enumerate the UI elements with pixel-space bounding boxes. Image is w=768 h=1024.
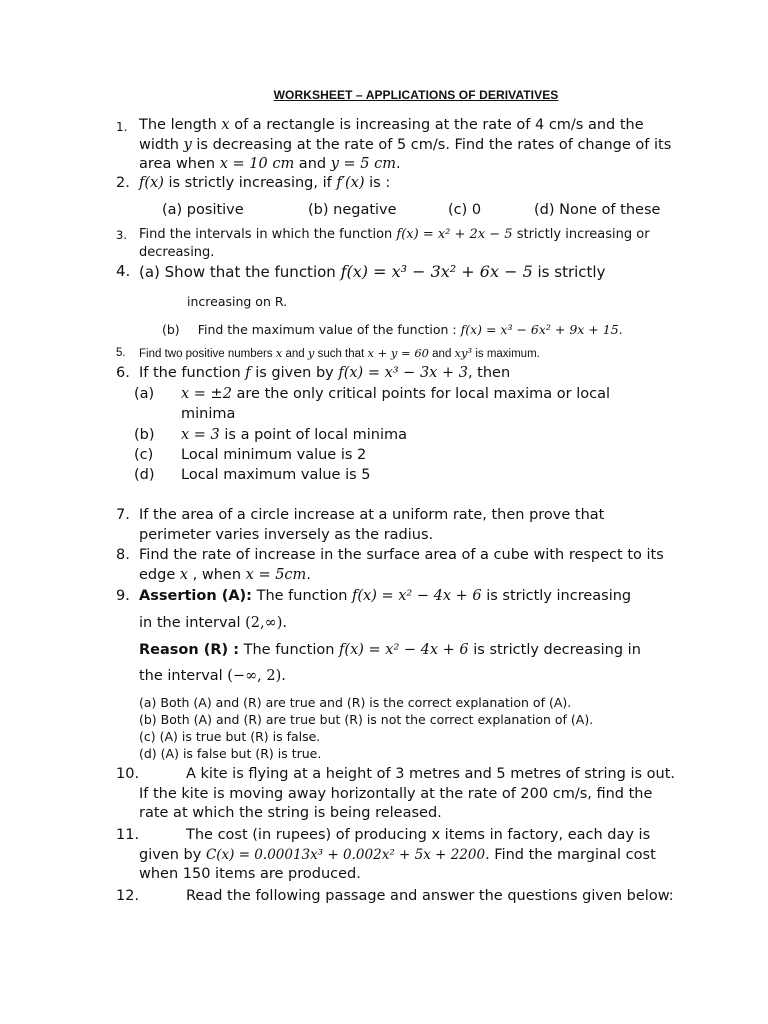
option-d: (d) (A) is false but (R) is true. bbox=[139, 746, 322, 761]
question-text: The cost (in rupees) of producing x items in factory, each day is given by C(x) = 0.00013x³ + 0.002x² + 5x + 2200. Find the marginal cost when 150 items are produced. bbox=[139, 827, 656, 882]
assertion-reason-options bbox=[139, 694, 593, 762]
worksheet-title: WORKSHEET – APPLICATIONS OF DERIVATIVES bbox=[273, 88, 559, 102]
question-text: (a) Show that the function f(x) = x³ − 3x² + 6x − 5 is strictly bbox=[139, 262, 606, 281]
question-number: 1. bbox=[116, 120, 128, 134]
option-b: (b) Both (A) and (R) are true but (R) is not the correct explanation of (A). bbox=[139, 712, 594, 727]
question-text: A kite is flying at a height of 3 metres and 5 metres of string is out. If the kite is moving away horizontally at the rate of 200 cm/s, find the rate at which the string is being released. bbox=[139, 766, 676, 821]
assertion-text: Assertion (A): The function f(x) = x² − 4x + 6 is strictly increasing bbox=[139, 588, 632, 604]
question-number: 12. bbox=[116, 888, 140, 904]
question-number: 7. bbox=[116, 507, 130, 523]
question-4 bbox=[116, 262, 676, 283]
question-6 bbox=[116, 364, 676, 384]
option-b: (b) negative bbox=[308, 202, 397, 218]
question-11 bbox=[116, 826, 686, 885]
option-c: (c) (A) is true but (R) is false. bbox=[139, 729, 321, 744]
question-text: Find the intervals in which the function f(x) = x² + 2x − 5 strictly increasing or decreasing. bbox=[139, 227, 650, 260]
reason-line-2: the interval (−∞, 2). bbox=[139, 668, 286, 684]
question-text: The length x of a rectangle is increasing at the rate of 4 cm/s and the width y is decreasing at the rate of 5 cm/s. Find the rates of change of its area when x = 10 cm and y = 5 cm. bbox=[139, 117, 672, 172]
question-text: f(x) is strictly increasing, if f′(x) is : bbox=[139, 175, 391, 191]
question-12 bbox=[116, 887, 686, 907]
question-number: 2. bbox=[116, 175, 130, 191]
question-10 bbox=[116, 765, 686, 824]
question-number: 8. bbox=[116, 547, 130, 563]
option-d: (d) None of these bbox=[534, 202, 661, 218]
assertion-line-2: in the interval (2,∞). bbox=[139, 615, 287, 631]
question-number: 9. bbox=[116, 588, 130, 604]
question-number: 11. bbox=[116, 827, 140, 843]
reason-line-1: Reason (R) : The function f(x) = x² − 4x + 6 is strictly decreasing in bbox=[139, 642, 641, 658]
option-a: (a) Both (A) and (R) are true and (R) is the correct explanation of (A). bbox=[139, 695, 572, 710]
question-7 bbox=[116, 506, 676, 545]
question-text: Read the following passage and answer the questions given below: bbox=[186, 888, 674, 904]
question-4-part-b: (b) Find the maximum value of the function : f(x) = x³ − 6x² + 9x + 15. bbox=[162, 322, 623, 337]
question-text: If the function f is given by f(x) = x³ − 3x + 3, then bbox=[139, 365, 511, 381]
worksheet-page: WORKSHEET – APPLICATIONS OF DERIVATIVES 1. The length x of a rectangle is increasing at the rate of 4 cm/s and the width y is decreasing at the rate of 5 cm/s. Find the rates of change of its area when x = 10 cm and y = 5 cm. 2. f(x) is strictly increasing, if f′(x) is : (a) positive (b) negative (c) 0 (d) None of these 3. Find the intervals in which the function f(x) = x² + 2x − 5 strictly increasing or decreasing. 4. (a) Show that the function f(x) = x³ − 3x² + 6x − 5 is strictly increasing on R. (b) Find the maximum value of the function : f(x) = x³ − 6x² + 9x + 15. 5. Find two positive numbers x and y such that x + y = 60 and xy³ is maximum. 6. If the function f is given by f(x) = x³ − 3x + 3, then (a) x = ±2 are the only critical points for local maxima or local minima (b) x = 3 is a point of local minima (c) Local minimum value is 2 (d) Local maximum value is 5 7. If the area of a circle increase at a uniform rate, then prove that perimeter varies inversely as the radius. 8. Find the rate of increase in the surface area of a cube with respect to its edge x , when x = 5cm. 9. Assertion (A): The function f(x) = x² − 4x + 6 is strictly increasing in the interval (2,∞). Reason (R) : The function f(x) = x² − 4x + 6 is strictly decreasing in the interval (−∞, 2). (a) Both (A) and (R) are true and (R) is the correct explanation of (A). (b) Both (A) and (R) are true but (R) is not the correct explanation of (A). (c) (A) is true but (R) is false. (d) (A) is false but (R) is true. 10. A kite is flying at a height of 3 metres and 5 metres of string is out. If the kite is moving away horizontally at the rate of 200 cm/s, find the rate at which the string is being released. 11. The cost (in rupees) of producing x items in factory, each day is given by C(x) = 0.00013x³ + 0.002x² + 5x + 2200. Find the marginal cost when 150 items are produced. 12. Read the following passage and answer the questions given below: bbox=[0, 0, 768, 1024]
question-4-line-2: increasing on R. bbox=[187, 294, 288, 309]
question-1 bbox=[116, 116, 676, 175]
question-text: Find the rate of increase in the surface area of a cube with respect to its edge x , when x = 5cm. bbox=[139, 547, 664, 583]
question-2 bbox=[116, 174, 676, 194]
question-number: 5. bbox=[116, 347, 126, 359]
question-3 bbox=[116, 226, 676, 261]
question-5 bbox=[116, 346, 676, 362]
question-number: 3. bbox=[116, 228, 127, 242]
option-a: (a) positive bbox=[162, 202, 244, 218]
question-8 bbox=[116, 546, 676, 585]
question-number: 10. bbox=[116, 766, 140, 782]
question-9 bbox=[116, 587, 676, 607]
question-number: 4. bbox=[116, 262, 131, 280]
question-text: If the area of a circle increase at a uniform rate, then prove that perimeter varies inversely as the radius. bbox=[139, 507, 605, 543]
question-text: Find two positive numbers x and y such that x + y = 60 and xy³ is maximum. bbox=[139, 346, 540, 360]
option-c: (c) 0 bbox=[448, 202, 482, 218]
question-number: 6. bbox=[116, 365, 130, 381]
